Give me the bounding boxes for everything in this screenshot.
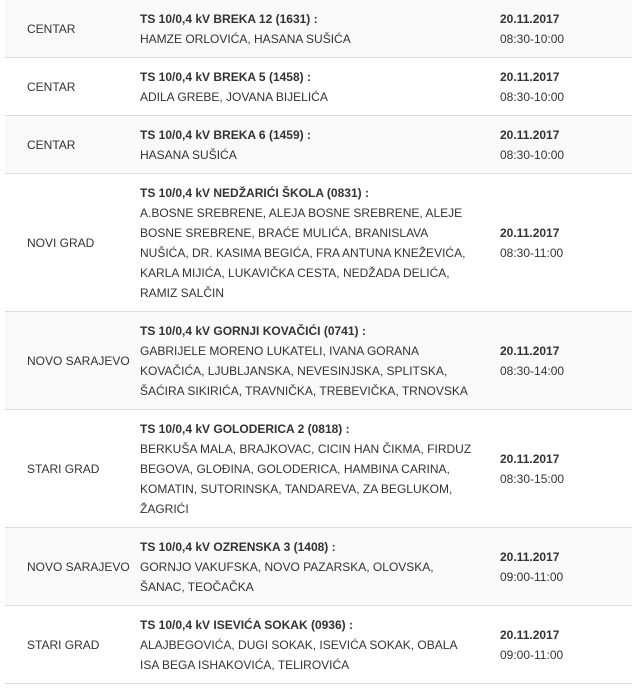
- street-list: A.BOSNE SREBRENE, ALEJA BOSNE SREBRENE, ALEJE BOSNE SREBRENE, BRAĆE MULIĆA, BRANISLAVA NUŠIĆA, DR. KASIMA BEGIĆA, FRA ANTUNA KNEŽEVIĆA, KARLA MIJIĆA, LUKAVIČKA CESTA, NEDŽADA DELIĆA, RAMIZ SALČIN: [140, 206, 466, 300]
- outage-date: 20.11.2017: [500, 549, 560, 564]
- schedule-cell: [473, 0, 632, 58]
- schedule-cell: [473, 528, 632, 606]
- station-name: TS 10/0,4 kV BREKA 5 (1458) :: [140, 70, 311, 84]
- table-row: [5, 174, 632, 312]
- area-cell: STARI GRAD: [5, 410, 140, 528]
- outage-time: 08:30-14:00: [500, 363, 565, 378]
- schedule-cell: [473, 174, 632, 312]
- street-list: HASANA SUŠIĆA: [140, 148, 237, 162]
- area-cell: CENTAR: [5, 58, 140, 116]
- area-cell: STARI GRAD: [5, 606, 140, 684]
- table-row: [5, 606, 632, 684]
- description-cell: [140, 312, 473, 410]
- table-row: [5, 0, 632, 58]
- outage-time: 08:30-10:00: [500, 31, 565, 46]
- outage-date: 20.11.2017: [500, 127, 560, 142]
- station-name: TS 10/0,4 kV BREKA 12 (1631) :: [140, 12, 318, 26]
- street-list: GABRIJELE MORENO LUKATELI, IVANA GORANA KOVAČIĆA, LJUBLJANSKA, NEVESINJSKA, SPLITSKA, ŠAĆIRA SIKIRIĆA, TRAVNIČKA, TREBEVIČKA, TRNOVSKA: [140, 344, 468, 398]
- outage-time: 08:30-10:00: [500, 89, 565, 104]
- street-list: BERKUŠA MALA, BRAJKOVAC, CICIN HAN ČIKMA, FIRDUZ BEGOVA, GLOĐINA, GOLODERICA, HAMBINA CARINA, KOMATIN, SUTORINSKA, TANDAREVA, ZA BEGLUKOM, ŽAGRIĆI: [140, 442, 472, 516]
- outage-time: 08:30-10:00: [500, 147, 565, 162]
- description-cell: [140, 0, 473, 58]
- outage-date: 20.11.2017: [500, 225, 560, 240]
- area-cell: CENTAR: [5, 116, 140, 174]
- description-cell: [140, 116, 473, 174]
- table-row: [5, 410, 632, 528]
- station-name: TS 10/0,4 kV NEDŽARIĆI ŠKOLA (0831) :: [140, 186, 369, 200]
- outage-time: 08:30-15:00: [500, 471, 565, 486]
- street-list: ALAJBEGOVIĆA, DUGI SOKAK, ISEVIĆA SOKAK, OBALA ISA BEGA ISHAKOVIĆA, TELIROVIĆA: [140, 638, 457, 672]
- station-name: TS 10/0,4 kV OZRENSKA 3 (1408) :: [140, 540, 336, 554]
- area-cell: NOVI GRAD: [5, 174, 140, 312]
- description-cell: [140, 174, 473, 312]
- table-row: [5, 312, 632, 410]
- station-name: TS 10/0,4 kV GORNJI KOVAČIĆI (0741) :: [140, 324, 366, 338]
- outage-date: 20.11.2017: [500, 343, 560, 358]
- schedule-cell: [473, 312, 632, 410]
- outage-table: [5, 0, 632, 684]
- outage-date: 20.11.2017: [500, 11, 560, 26]
- description-cell: [140, 528, 473, 606]
- street-list: ADILA GREBE, JOVANA BIJELIĆA: [140, 90, 328, 104]
- outage-time: 08:30-11:00: [500, 245, 564, 260]
- station-name: TS 10/0,4 kV ISEVIĆA SOKAK (0936) :: [140, 618, 353, 632]
- outage-date: 20.11.2017: [500, 451, 560, 466]
- outage-time: 09:00-11:00: [500, 647, 564, 662]
- area-cell: CENTAR: [5, 0, 140, 58]
- schedule-cell: [473, 410, 632, 528]
- area-cell: NOVO SARAJEVO: [5, 312, 140, 410]
- table-row: [5, 528, 632, 606]
- outage-time: 09:00-11:00: [500, 569, 564, 584]
- station-name: TS 10/0,4 kV BREKA 6 (1459) :: [140, 128, 311, 142]
- table-row: [5, 116, 632, 174]
- schedule-cell: [473, 606, 632, 684]
- street-list: HAMZE ORLOVIĆA, HASANA SUŠIĆA: [140, 32, 351, 46]
- street-list: GORNJO VAKUFSKA, NOVO PAZARSKA, OLOVSKA, ŠANAC, TEOČAČKA: [140, 560, 434, 594]
- description-cell: [140, 606, 473, 684]
- schedule-cell: [473, 116, 632, 174]
- description-cell: [140, 58, 473, 116]
- area-cell: NOVO SARAJEVO: [5, 528, 140, 606]
- outage-date: 20.11.2017: [500, 69, 560, 84]
- description-cell: [140, 410, 473, 528]
- outage-table-body: [5, 0, 632, 684]
- station-name: TS 10/0,4 kV GOLODERICA 2 (0818) :: [140, 422, 350, 436]
- outage-date: 20.11.2017: [500, 627, 560, 642]
- schedule-cell: [473, 58, 632, 116]
- table-row: [5, 58, 632, 116]
